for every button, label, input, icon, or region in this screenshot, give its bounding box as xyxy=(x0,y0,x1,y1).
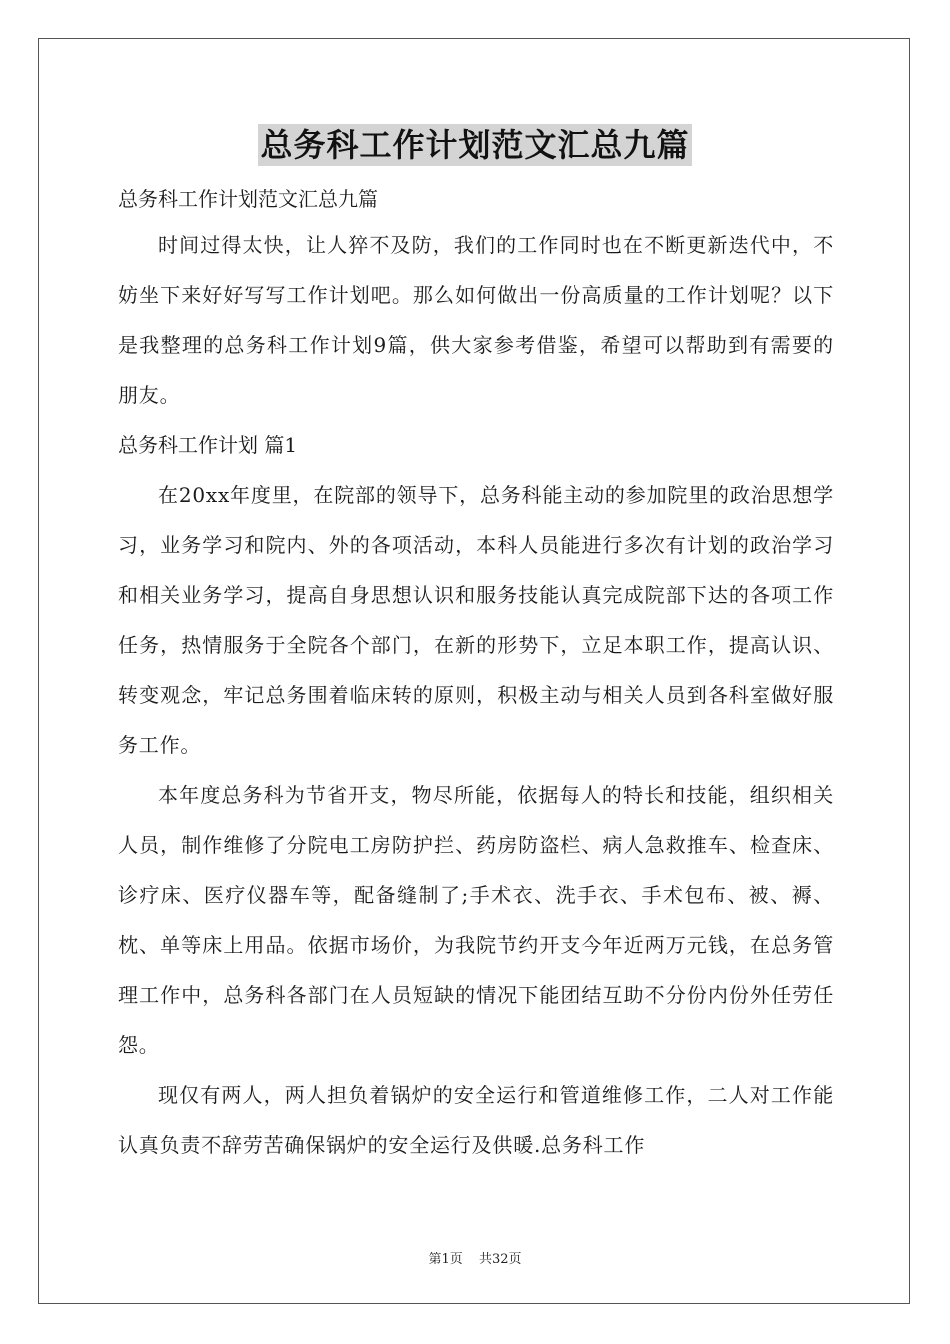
intro-paragraph: 时间过得太快，让人猝不及防，我们的工作同时也在不断更新迭代中，不妨坐下来好好写写工作计划吧。那么如何做出一份高质量的工作计划呢？以下是我整理的总务科工作计划9篇，供大家参考借鉴，希望可以帮助到有需要的朋友。 xyxy=(118,233,834,407)
body-paragraph: 现仅有两人，两人担负着锅炉的安全运行和管道维修工作，二人对工作能认真负责不辞劳苦确保锅炉的安全运行及供暖.总务科工作 xyxy=(118,1083,834,1157)
body-paragraph: 本年度总务科为节省开支，物尽所能，依据每人的特长和技能，组织相关人员，制作维修了分院电工房防护拦、药房防盗栏、病人急救推车、检查床、诊疗床、医疗仪器车等，配备缝制了;手术衣、洗手衣、手术包布、被、褥、枕、单等床上用品。依据市场价，为我院节约开支今年近两万元钱，在总务管理工作中，总务科各部门在人员短缺的情况下能团结互助不分份内份外任劳任怨。 xyxy=(118,783,834,1057)
section-heading: 总务科工作计划 篇1 xyxy=(118,433,298,457)
document-subtitle: 总务科工作计划范文汇总九篇 xyxy=(118,187,378,211)
page-footer xyxy=(0,1248,950,1267)
page-number: 第1页 xyxy=(428,1252,463,1267)
body-paragraph: 在20xx年度里，在院部的领导下，总务科能主动的参加院里的政治思想学习，业务学习和院内、外的各项活动，本科人员能进行多次有计划的政治学习和相关业务学习，提高自身思想认识和服务技能认真完成院部下达的各项工作任务，热情服务于全院各个部门，在新的形势下，立足本职工作，提高认识、转变观念，牢记总务围着临床转的原则，积极主动与相关人员到各科室做好服务工作。 xyxy=(118,483,834,757)
title-container xyxy=(0,124,950,166)
page-total: 共32页 xyxy=(478,1252,522,1267)
document-body xyxy=(118,178,834,1170)
document-title: 总务科工作计划范文汇总九篇 xyxy=(260,126,690,164)
